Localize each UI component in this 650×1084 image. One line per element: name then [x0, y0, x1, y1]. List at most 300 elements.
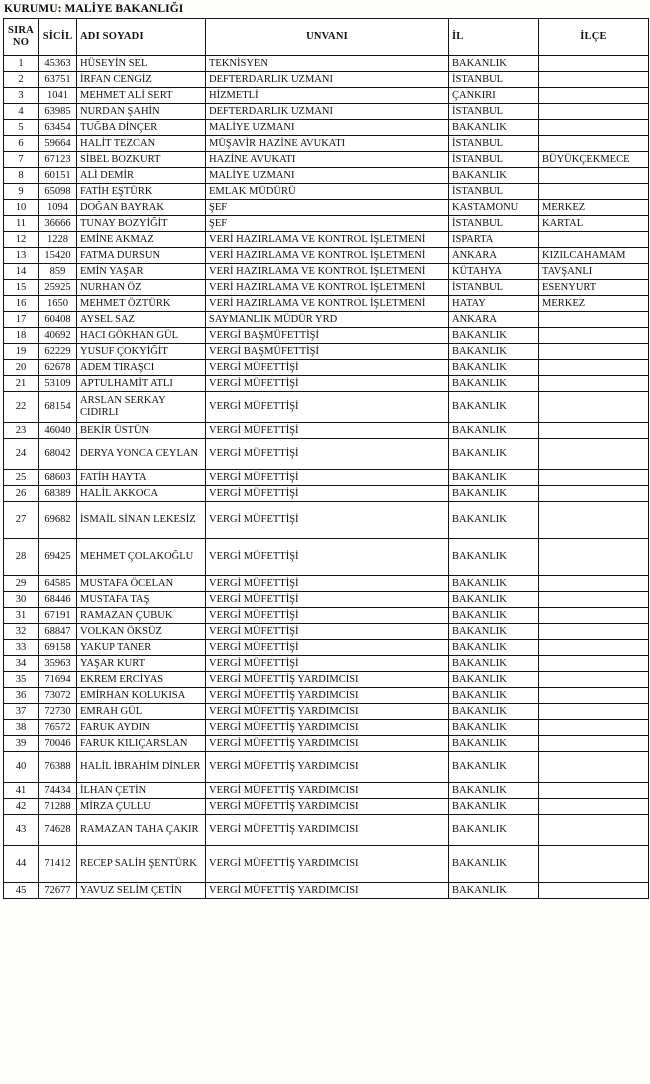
cell-unvani: VERİ HAZIRLAMA VE KONTROL İŞLETMENİ [206, 248, 449, 264]
cell-unvani: HAZİNE AVUKATI [206, 152, 449, 168]
table-row [4, 783, 649, 799]
cell-sira-no: 20 [4, 360, 39, 376]
cell-ilce [539, 423, 649, 439]
cell-unvani: VERGİ MÜFETTİŞ YARDIMCISI [206, 815, 449, 846]
cell-unvani: ŞEF [206, 216, 449, 232]
cell-unvani: VERGİ MÜFETTİŞİ [206, 592, 449, 608]
cell-sira-no: 11 [4, 216, 39, 232]
cell-sicil: 63985 [39, 104, 77, 120]
cell-sicil: 71694 [39, 672, 77, 688]
cell-unvani: VERİ HAZIRLAMA VE KONTROL İŞLETMENİ [206, 280, 449, 296]
cell-adi-soyadi: ALİ DEMİR [77, 168, 206, 184]
cell-unvani: VERGİ MÜFETTİŞİ [206, 539, 449, 576]
cell-ilce [539, 624, 649, 640]
cell-il: BAKANLIK [449, 439, 539, 470]
cell-unvani: VERGİ MÜFETTİŞİ [206, 502, 449, 539]
cell-adi-soyadi: APTULHAMİT ATLI [77, 376, 206, 392]
cell-sira-no: 40 [4, 752, 39, 783]
table-row [4, 608, 649, 624]
cell-sira-no: 24 [4, 439, 39, 470]
column-header-il: İL [449, 19, 539, 56]
cell-ilce [539, 120, 649, 136]
cell-unvani: EMLAK MÜDÜRÜ [206, 184, 449, 200]
cell-sira-no: 3 [4, 88, 39, 104]
cell-il: BAKANLIK [449, 328, 539, 344]
cell-adi-soyadi: TUĞBA DİNÇER [77, 120, 206, 136]
table-row [4, 576, 649, 592]
cell-ilce: MERKEZ [539, 200, 649, 216]
cell-sicil: 69425 [39, 539, 77, 576]
cell-unvani: VERGİ MÜFETTİŞİ [206, 423, 449, 439]
table-row [4, 486, 649, 502]
cell-sicil: 40692 [39, 328, 77, 344]
cell-sira-no: 45 [4, 883, 39, 899]
cell-sira-no: 34 [4, 656, 39, 672]
table-header [4, 19, 649, 56]
table-row [4, 72, 649, 88]
cell-ilce [539, 328, 649, 344]
cell-ilce [539, 688, 649, 704]
cell-sira-no: 9 [4, 184, 39, 200]
cell-adi-soyadi: İRFAN CENGİZ [77, 72, 206, 88]
cell-sicil: 60408 [39, 312, 77, 328]
cell-unvani: VERGİ MÜFETTİŞİ [206, 624, 449, 640]
cell-ilce [539, 736, 649, 752]
cell-adi-soyadi: NURDAN ŞAHİN [77, 104, 206, 120]
table-row [4, 470, 649, 486]
cell-adi-soyadi: SİBEL BOZKURT [77, 152, 206, 168]
cell-il: BAKANLIK [449, 736, 539, 752]
cell-il: İSTANBUL [449, 152, 539, 168]
cell-sicil: 67191 [39, 608, 77, 624]
cell-sira-no: 21 [4, 376, 39, 392]
table-row [4, 846, 649, 883]
cell-unvani: VERGİ MÜFETTİŞİ [206, 439, 449, 470]
cell-sicil: 68446 [39, 592, 77, 608]
cell-sira-no: 41 [4, 783, 39, 799]
cell-sira-no: 27 [4, 502, 39, 539]
cell-il: BAKANLIK [449, 360, 539, 376]
cell-sicil: 74628 [39, 815, 77, 846]
cell-adi-soyadi: HALİL AKKOCA [77, 486, 206, 502]
cell-sicil: 67123 [39, 152, 77, 168]
cell-ilce [539, 232, 649, 248]
cell-ilce [539, 608, 649, 624]
cell-sira-no: 10 [4, 200, 39, 216]
table-row [4, 280, 649, 296]
cell-il: BAKANLIK [449, 56, 539, 72]
cell-sicil: 46040 [39, 423, 77, 439]
table-row [4, 376, 649, 392]
cell-sira-no: 28 [4, 539, 39, 576]
cell-adi-soyadi: FARUK KILIÇARSLAN [77, 736, 206, 752]
cell-unvani: HİZMETLİ [206, 88, 449, 104]
cell-unvani: VERGİ MÜFETTİŞ YARDIMCISI [206, 720, 449, 736]
table-row [4, 736, 649, 752]
cell-sicil: 71288 [39, 799, 77, 815]
column-header-ilce: İLÇE [539, 19, 649, 56]
table-row [4, 232, 649, 248]
cell-unvani: DEFTERDARLIK UZMANI [206, 104, 449, 120]
cell-ilce: MERKEZ [539, 296, 649, 312]
table-row [4, 88, 649, 104]
cell-ilce [539, 846, 649, 883]
cell-sicil: 69682 [39, 502, 77, 539]
cell-sicil: 62229 [39, 344, 77, 360]
column-header-adi-soyadi: ADI SOYADI [77, 19, 206, 56]
cell-sicil: 76388 [39, 752, 77, 783]
table-row [4, 688, 649, 704]
cell-sira-no: 13 [4, 248, 39, 264]
cell-ilce [539, 392, 649, 423]
cell-sicil: 1228 [39, 232, 77, 248]
cell-sira-no: 15 [4, 280, 39, 296]
cell-ilce [539, 184, 649, 200]
cell-il: BAKANLIK [449, 752, 539, 783]
cell-ilce [539, 752, 649, 783]
cell-il: BAKANLIK [449, 656, 539, 672]
cell-sira-no: 6 [4, 136, 39, 152]
cell-il: BAKANLIK [449, 720, 539, 736]
cell-ilce [539, 376, 649, 392]
personnel-table [3, 18, 649, 899]
cell-adi-soyadi: HALİT TEZCAN [77, 136, 206, 152]
cell-adi-soyadi: EMİRHAN KOLUKISA [77, 688, 206, 704]
cell-sicil: 45363 [39, 56, 77, 72]
cell-il: BAKANLIK [449, 624, 539, 640]
table-row [4, 656, 649, 672]
cell-sira-no: 19 [4, 344, 39, 360]
cell-ilce [539, 470, 649, 486]
cell-unvani: TEKNİSYEN [206, 56, 449, 72]
cell-unvani: VERGİ MÜFETTİŞ YARDIMCISI [206, 704, 449, 720]
cell-il: ANKARA [449, 312, 539, 328]
cell-il: BAKANLIK [449, 640, 539, 656]
cell-unvani: VERİ HAZIRLAMA VE KONTROL İŞLETMENİ [206, 264, 449, 280]
column-header-sicil: SİCİL [39, 19, 77, 56]
table-header-row [4, 19, 649, 56]
cell-il: BAKANLIK [449, 608, 539, 624]
cell-adi-soyadi: EKREM ERCİYAS [77, 672, 206, 688]
column-header-sira-no: SIRA NO [4, 19, 39, 56]
cell-sira-no: 37 [4, 704, 39, 720]
cell-il: BAKANLIK [449, 120, 539, 136]
cell-sicil: 68847 [39, 624, 77, 640]
cell-sira-no: 12 [4, 232, 39, 248]
cell-unvani: VERGİ BAŞMÜFETTİŞİ [206, 328, 449, 344]
cell-unvani: DEFTERDARLIK UZMANI [206, 72, 449, 88]
cell-sira-no: 29 [4, 576, 39, 592]
cell-ilce [539, 815, 649, 846]
cell-il: BAKANLIK [449, 672, 539, 688]
cell-ilce [539, 656, 649, 672]
cell-adi-soyadi: MUSTAFA TAŞ [77, 592, 206, 608]
table-row [4, 216, 649, 232]
cell-unvani: VERİ HAZIRLAMA VE KONTROL İŞLETMENİ [206, 296, 449, 312]
cell-unvani: SAYMANLIK MÜDÜR YRD [206, 312, 449, 328]
cell-unvani: VERGİ MÜFETTİŞİ [206, 392, 449, 423]
cell-sira-no: 44 [4, 846, 39, 883]
table-row [4, 168, 649, 184]
cell-sira-no: 32 [4, 624, 39, 640]
table-row [4, 640, 649, 656]
table-row [4, 56, 649, 72]
cell-unvani: VERGİ MÜFETTİŞİ [206, 376, 449, 392]
cell-il: BAKANLIK [449, 704, 539, 720]
cell-adi-soyadi: YUSUF ÇOKYİĞİT [77, 344, 206, 360]
cell-sira-no: 42 [4, 799, 39, 815]
cell-adi-soyadi: MEHMET ALİ SERT [77, 88, 206, 104]
table-row [4, 752, 649, 783]
table-row [4, 344, 649, 360]
cell-ilce [539, 783, 649, 799]
table-row [4, 120, 649, 136]
cell-sicil: 25925 [39, 280, 77, 296]
cell-sicil: 65098 [39, 184, 77, 200]
table-row [4, 439, 649, 470]
cell-sicil: 68389 [39, 486, 77, 502]
cell-ilce [539, 56, 649, 72]
table-row [4, 815, 649, 846]
cell-ilce [539, 799, 649, 815]
cell-ilce [539, 576, 649, 592]
cell-il: KASTAMONU [449, 200, 539, 216]
cell-il: BAKANLIK [449, 883, 539, 899]
cell-il: HATAY [449, 296, 539, 312]
cell-unvani: MALİYE UZMANI [206, 168, 449, 184]
table-row [4, 624, 649, 640]
cell-sira-no: 1 [4, 56, 39, 72]
cell-unvani: VERGİ MÜFETTİŞ YARDIMCISI [206, 736, 449, 752]
cell-il: BAKANLIK [449, 168, 539, 184]
cell-sira-no: 30 [4, 592, 39, 608]
cell-ilce: ESENYURT [539, 280, 649, 296]
table-row [4, 360, 649, 376]
cell-unvani: VERGİ MÜFETTİŞİ [206, 640, 449, 656]
cell-sicil: 1650 [39, 296, 77, 312]
cell-adi-soyadi: MEHMET ÇOLAKOĞLU [77, 539, 206, 576]
cell-ilce: TAVŞANLI [539, 264, 649, 280]
cell-adi-soyadi: EMİNE AKMAZ [77, 232, 206, 248]
cell-sira-no: 2 [4, 72, 39, 88]
table-row [4, 328, 649, 344]
cell-adi-soyadi: FATİH HAYTA [77, 470, 206, 486]
cell-ilce [539, 640, 649, 656]
cell-adi-soyadi: İSMAİL SİNAN LEKESİZ [77, 502, 206, 539]
table-row [4, 152, 649, 168]
cell-adi-soyadi: RECEP SALİH ŞENTÜRK [77, 846, 206, 883]
table-row [4, 296, 649, 312]
cell-il: İSTANBUL [449, 104, 539, 120]
cell-il: BAKANLIK [449, 502, 539, 539]
table-row [4, 136, 649, 152]
cell-il: BAKANLIK [449, 392, 539, 423]
cell-il: BAKANLIK [449, 376, 539, 392]
cell-adi-soyadi: HALİL İBRAHİM DİNLER [77, 752, 206, 783]
cell-il: İSTANBUL [449, 136, 539, 152]
table-row [4, 392, 649, 423]
cell-il: BAKANLIK [449, 470, 539, 486]
cell-adi-soyadi: YAŞAR KURT [77, 656, 206, 672]
cell-unvani: VERGİ MÜFETTİŞ YARDIMCISI [206, 846, 449, 883]
table-row [4, 200, 649, 216]
cell-ilce [539, 592, 649, 608]
cell-il: BAKANLIK [449, 783, 539, 799]
cell-adi-soyadi: RAMAZAN ÇUBUK [77, 608, 206, 624]
table-row [4, 423, 649, 439]
cell-sira-no: 4 [4, 104, 39, 120]
cell-sicil: 59664 [39, 136, 77, 152]
cell-il: BAKANLIK [449, 423, 539, 439]
cell-il: ISPARTA [449, 232, 539, 248]
cell-sira-no: 25 [4, 470, 39, 486]
cell-ilce [539, 88, 649, 104]
cell-adi-soyadi: TUNAY BOZYİĞİT [77, 216, 206, 232]
cell-ilce [539, 344, 649, 360]
cell-il: BAKANLIK [449, 344, 539, 360]
cell-adi-soyadi: VOLKAN ÖKSÜZ [77, 624, 206, 640]
cell-sira-no: 39 [4, 736, 39, 752]
cell-adi-soyadi: YAKUP TANER [77, 640, 206, 656]
table-row [4, 264, 649, 280]
cell-unvani: VERGİ MÜFETTİŞ YARDIMCISI [206, 752, 449, 783]
cell-sicil: 63751 [39, 72, 77, 88]
cell-il: İSTANBUL [449, 216, 539, 232]
cell-adi-soyadi: NURHAN ÖZ [77, 280, 206, 296]
cell-unvani: VERGİ MÜFETTİŞİ [206, 576, 449, 592]
cell-sicil: 1041 [39, 88, 77, 104]
cell-ilce [539, 136, 649, 152]
cell-unvani: VERGİ MÜFETTİŞ YARDIMCISI [206, 883, 449, 899]
cell-unvani: ŞEF [206, 200, 449, 216]
cell-ilce [539, 883, 649, 899]
cell-sicil: 73072 [39, 688, 77, 704]
cell-ilce [539, 72, 649, 88]
table-row [4, 502, 649, 539]
table-row [4, 592, 649, 608]
cell-adi-soyadi: ADEM TIRAŞCI [77, 360, 206, 376]
cell-il: BAKANLIK [449, 815, 539, 846]
cell-sira-no: 43 [4, 815, 39, 846]
cell-adi-soyadi: HÜSEYİN SEL [77, 56, 206, 72]
cell-adi-soyadi: HACI GÖKHAN GÜL [77, 328, 206, 344]
cell-sira-no: 7 [4, 152, 39, 168]
cell-il: BAKANLIK [449, 539, 539, 576]
cell-adi-soyadi: YAVUZ SELİM ÇETİN [77, 883, 206, 899]
cell-sira-no: 38 [4, 720, 39, 736]
cell-sicil: 71412 [39, 846, 77, 883]
cell-il: İSTANBUL [449, 184, 539, 200]
cell-il: İSTANBUL [449, 72, 539, 88]
table-row [4, 539, 649, 576]
cell-unvani: VERGİ BAŞMÜFETTİŞİ [206, 344, 449, 360]
cell-sira-no: 22 [4, 392, 39, 423]
cell-sicil: 69158 [39, 640, 77, 656]
cell-sicil: 63454 [39, 120, 77, 136]
cell-unvani: VERGİ MÜFETTİŞİ [206, 608, 449, 624]
cell-sira-no: 16 [4, 296, 39, 312]
cell-sicil: 53109 [39, 376, 77, 392]
table-row [4, 672, 649, 688]
cell-unvani: VERGİ MÜFETTİŞİ [206, 656, 449, 672]
cell-sira-no: 33 [4, 640, 39, 656]
cell-adi-soyadi: RAMAZAN TAHA ÇAKIR [77, 815, 206, 846]
cell-sira-no: 35 [4, 672, 39, 688]
cell-sicil: 72677 [39, 883, 77, 899]
cell-sicil: 72730 [39, 704, 77, 720]
table-row [4, 883, 649, 899]
cell-adi-soyadi: FARUK AYDIN [77, 720, 206, 736]
cell-il: ANKARA [449, 248, 539, 264]
cell-ilce [539, 439, 649, 470]
table-row [4, 248, 649, 264]
cell-unvani: VERGİ MÜFETTİŞİ [206, 486, 449, 502]
cell-adi-soyadi: FATİH EŞTÜRK [77, 184, 206, 200]
cell-unvani: VERGİ MÜFETTİŞ YARDIMCISI [206, 799, 449, 815]
cell-sicil: 62678 [39, 360, 77, 376]
cell-sira-no: 5 [4, 120, 39, 136]
table-row [4, 799, 649, 815]
cell-il: BAKANLIK [449, 592, 539, 608]
table-row [4, 184, 649, 200]
cell-ilce [539, 539, 649, 576]
cell-sira-no: 23 [4, 423, 39, 439]
cell-unvani: VERGİ MÜFETTİŞİ [206, 360, 449, 376]
cell-sicil: 76572 [39, 720, 77, 736]
cell-sira-no: 31 [4, 608, 39, 624]
cell-sira-no: 8 [4, 168, 39, 184]
table-row [4, 104, 649, 120]
cell-ilce: BÜYÜKÇEKMECE [539, 152, 649, 168]
cell-unvani: VERGİ MÜFETTİŞİ [206, 470, 449, 486]
table-body [4, 56, 649, 899]
cell-adi-soyadi: İLHAN ÇETİN [77, 783, 206, 799]
cell-adi-soyadi: ARSLAN SERKAY CIDIRLI [77, 392, 206, 423]
table-row [4, 720, 649, 736]
cell-sicil: 68154 [39, 392, 77, 423]
cell-il: KÜTAHYA [449, 264, 539, 280]
cell-adi-soyadi: AYSEL SAZ [77, 312, 206, 328]
cell-sicil: 68603 [39, 470, 77, 486]
cell-unvani: MÜŞAVİR HAZİNE AVUKATI [206, 136, 449, 152]
cell-ilce [539, 502, 649, 539]
cell-unvani: MALİYE UZMANI [206, 120, 449, 136]
cell-ilce [539, 720, 649, 736]
column-header-unvani: UNVANI [206, 19, 449, 56]
cell-sicil: 36666 [39, 216, 77, 232]
table-row [4, 704, 649, 720]
cell-ilce: KARTAL [539, 216, 649, 232]
cell-sira-no: 14 [4, 264, 39, 280]
cell-sira-no: 17 [4, 312, 39, 328]
cell-adi-soyadi: EMİN YAŞAR [77, 264, 206, 280]
cell-sicil: 64585 [39, 576, 77, 592]
cell-sicil: 35963 [39, 656, 77, 672]
cell-adi-soyadi: DOĞAN BAYRAK [77, 200, 206, 216]
page-title: KURUMU: MALİYE BAKANLIĞI [4, 3, 184, 15]
cell-unvani: VERİ HAZIRLAMA VE KONTROL İŞLETMENİ [206, 232, 449, 248]
cell-sicil: 68042 [39, 439, 77, 470]
cell-adi-soyadi: MİRZA ÇULLU [77, 799, 206, 815]
cell-sicil: 859 [39, 264, 77, 280]
cell-sira-no: 26 [4, 486, 39, 502]
cell-il: BAKANLIK [449, 799, 539, 815]
cell-sicil: 70046 [39, 736, 77, 752]
cell-unvani: VERGİ MÜFETTİŞ YARDIMCISI [206, 672, 449, 688]
cell-sira-no: 36 [4, 688, 39, 704]
cell-il: BAKANLIK [449, 486, 539, 502]
cell-il: BAKANLIK [449, 688, 539, 704]
